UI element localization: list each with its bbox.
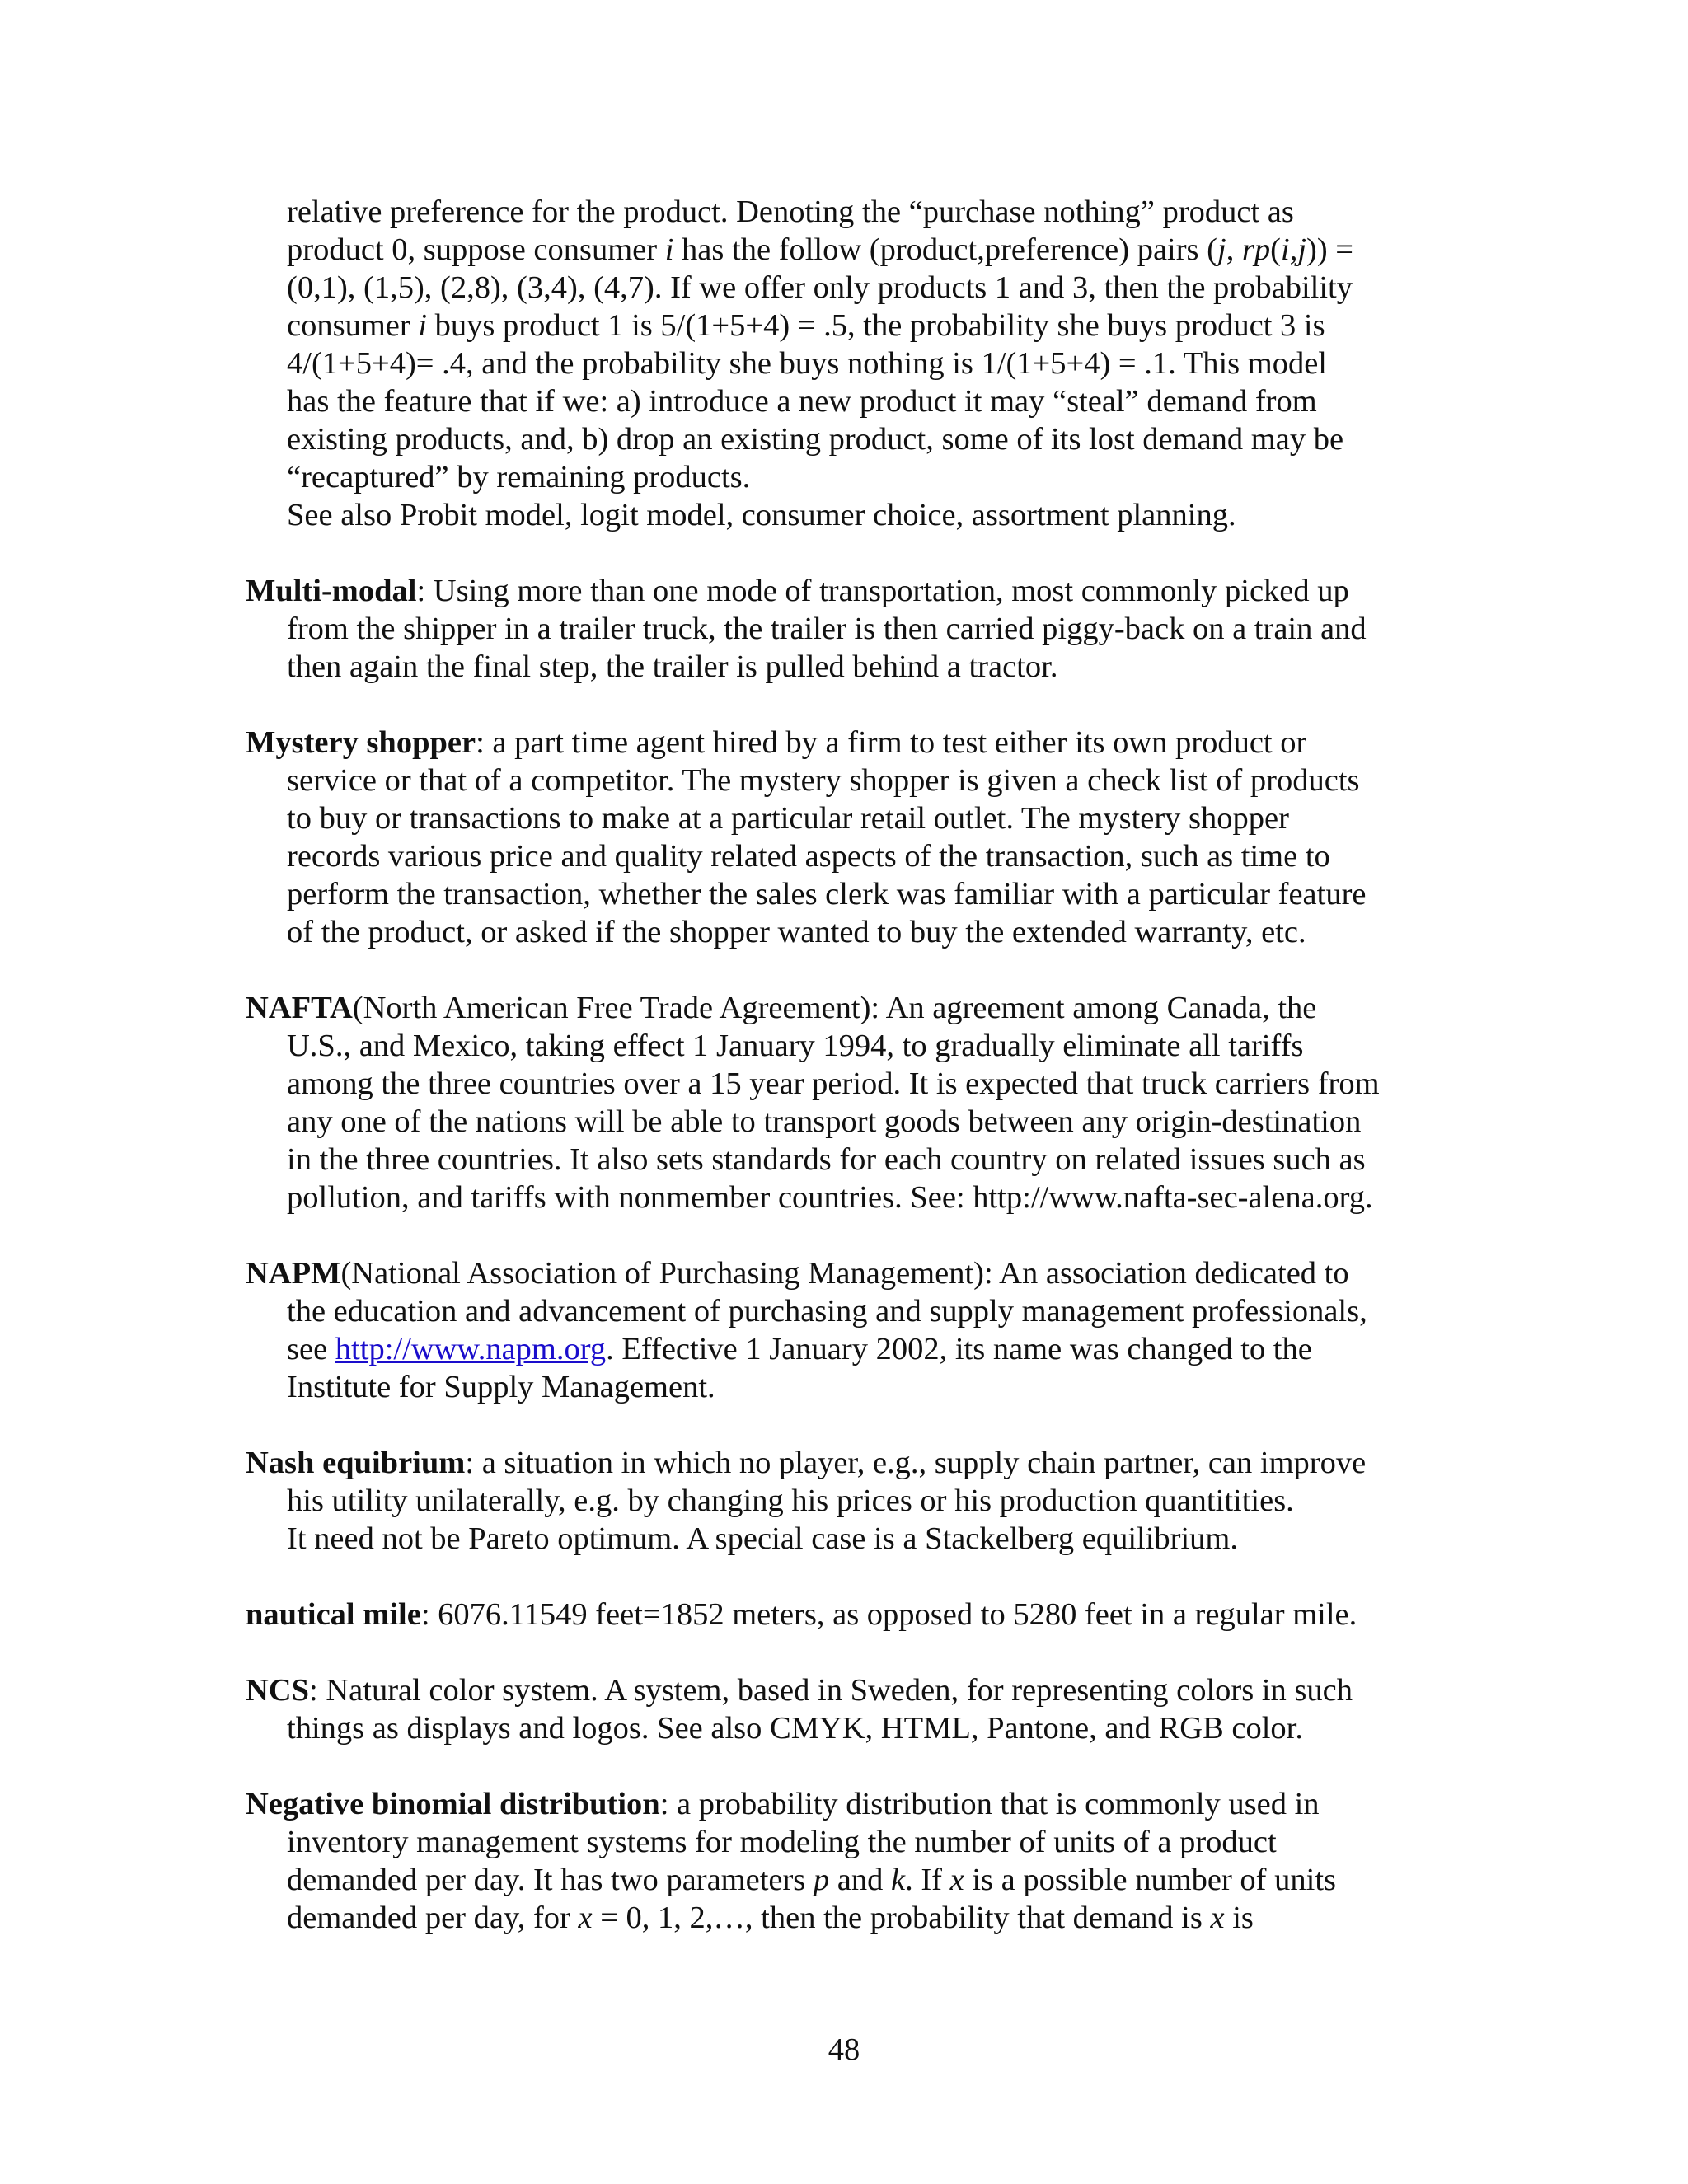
glossary-term: nautical mile <box>246 1597 421 1632</box>
entry-text: consumer <box>287 308 419 343</box>
entry-line <box>246 1065 1465 1103</box>
entry-spacer <box>246 951 1465 989</box>
entry-text: among the three countries over a 15 year period. It is expected that truck carriers from <box>287 1066 1380 1101</box>
entry-line <box>246 382 1465 420</box>
entry-line <box>246 1823 1465 1861</box>
entry-text: : a part time agent hired by a firm to test either its own product or <box>476 725 1307 760</box>
entry-text: records various price and quality related aspects of the transaction, such as time to <box>287 839 1330 874</box>
entry-text: : a situation in which no player, e.g., supply chain partner, can improve <box>465 1446 1367 1480</box>
math-variable: i,j <box>1281 232 1307 267</box>
entry-spacer <box>246 1633 1465 1671</box>
entry-line <box>246 1141 1465 1179</box>
entry-line <box>246 1899 1465 1937</box>
entry-text: in the three countries. It also sets standards for each country on related issues such as <box>287 1142 1366 1177</box>
entry-text: buys product 1 is 5/(1+5+4) = .5, the probability she buys product 3 is <box>427 308 1325 343</box>
entry-text: from the shipper in a trailer truck, the trailer is then carried piggy-back on a train and <box>287 612 1367 646</box>
entry-text: demanded per day. It has two parameters <box>287 1863 814 1897</box>
entry-text: see <box>287 1332 335 1366</box>
entry-text: (0,1), (1,5), (2,8), (3,4), (4,7). If we offer only products 1 and 3, then the probability <box>287 270 1353 305</box>
glossary-entry-ncs <box>246 1671 1465 1747</box>
glossary-entry-mystery-shopper <box>246 724 1465 951</box>
entry-text: perform the transaction, whether the sales clerk was familiar with a particular feature <box>287 877 1367 912</box>
glossary-entry-nash-equibrium <box>246 1444 1465 1558</box>
glossary-term: Multi-modal <box>246 574 417 608</box>
entry-text: : Using more than one mode of transportation, most commonly picked up <box>416 574 1349 608</box>
glossary-entry-mnl-continued <box>246 193 1465 534</box>
entry-spacer <box>246 1558 1465 1596</box>
entry-text: then again the final step, the trailer is pulled behind a tractor. <box>287 649 1058 684</box>
math-variable: rp <box>1241 232 1271 267</box>
math-variable: x <box>950 1863 964 1897</box>
glossary-entry-napm <box>246 1254 1465 1406</box>
entry-text: ( <box>1270 232 1281 267</box>
glossary-term: Mystery shopper <box>246 725 476 760</box>
page-number: 48 <box>828 2032 860 2067</box>
entry-line <box>246 1520 1465 1558</box>
entry-text: the education and advancement of purchasing and supply management professionals, <box>287 1294 1367 1329</box>
entry-line <box>246 799 1465 837</box>
entry-text: (National Association of Purchasing Management): An association dedicated to <box>340 1256 1349 1291</box>
entry-line <box>246 1179 1465 1216</box>
entry-text: “recaptured” by remaining products. <box>287 460 751 494</box>
entry-line <box>246 496 1465 534</box>
entry-text: and <box>829 1863 892 1897</box>
entry-line <box>246 1444 1465 1482</box>
entry-text: See also Probit model, logit model, consumer choice, assortment planning. <box>287 498 1236 532</box>
entry-line <box>246 762 1465 799</box>
entry-line <box>246 1292 1465 1330</box>
glossary-entry-nautical-mile <box>246 1596 1465 1633</box>
entry-line <box>246 269 1465 307</box>
glossary-term: Nash equibrium <box>246 1446 466 1480</box>
entry-text: to buy or transactions to make at a particular retail outlet. The mystery shopper <box>287 801 1289 836</box>
entry-text: has the feature that if we: a) introduce a new product it may “steal” demand from <box>287 384 1317 419</box>
math-variable: p <box>813 1863 830 1897</box>
entry-line <box>246 1027 1465 1065</box>
math-variable: i <box>664 232 674 267</box>
entry-text: : a probability distribution that is commonly used in <box>659 1787 1320 1821</box>
glossary-term: NCS <box>246 1673 310 1708</box>
entry-text: product 0, suppose consumer <box>287 232 665 267</box>
entry-text: , <box>1226 232 1242 267</box>
glossary-entry-multi-modal <box>246 572 1465 686</box>
entry-line <box>246 1330 1465 1368</box>
entry-line <box>246 458 1465 496</box>
entry-text: demanded per day, for <box>287 1900 579 1935</box>
entry-text: has the follow (product,preference) pairs ( <box>673 232 1217 267</box>
math-variable: j <box>1217 232 1226 267</box>
glossary-term: NAFTA <box>246 991 353 1025</box>
entry-text: . Effective 1 January 2002, its name was changed to the <box>606 1332 1312 1366</box>
entry-text: (North American Free Trade Agreement): An agreement among Canada, the <box>352 991 1317 1025</box>
math-variable: x <box>1210 1900 1225 1935</box>
entry-line <box>246 1254 1465 1292</box>
entry-text: his utility unilaterally, e.g. by changing his prices or his production quantitities. <box>287 1483 1294 1518</box>
entry-text: inventory management systems for modeling the number of units of a product <box>287 1825 1277 1859</box>
entry-line <box>246 1368 1465 1406</box>
entry-text: : 6076.11549 feet=1852 meters, as opposed to 5280 feet in a regular mile. <box>420 1597 1357 1632</box>
entry-line <box>246 231 1465 269</box>
entry-line <box>246 1785 1465 1823</box>
entry-line <box>246 724 1465 762</box>
math-variable: k <box>891 1863 906 1897</box>
entry-spacer <box>246 1406 1465 1444</box>
glossary-content <box>246 193 1465 1937</box>
entry-line <box>246 1596 1465 1633</box>
entry-text: is <box>1224 1900 1254 1935</box>
entry-line <box>246 875 1465 913</box>
math-variable: x <box>578 1900 593 1935</box>
entry-line <box>246 913 1465 951</box>
entry-line <box>246 610 1465 648</box>
entry-line <box>246 193 1465 231</box>
entry-text: existing products, and, b) drop an existing product, some of its lost demand may be <box>287 422 1344 457</box>
entry-spacer <box>246 1216 1465 1254</box>
entry-text: 4/(1+5+4)= .4, and the probability she buys nothing is 1/(1+5+4) = .1. This model <box>287 346 1328 381</box>
entry-line <box>246 648 1465 686</box>
entry-line <box>246 1671 1465 1709</box>
entry-text: It need not be Pareto optimum. A special case is a Stackelberg equilibrium. <box>287 1521 1239 1556</box>
entry-line <box>246 837 1465 875</box>
entry-spacer <box>246 686 1465 724</box>
napm-link[interactable]: http://www.napm.org <box>335 1332 607 1366</box>
entry-text: things as displays and logos. See also CMYK, HTML, Pantone, and RGB color. <box>287 1711 1303 1746</box>
math-variable: i <box>418 308 428 343</box>
entry-spacer <box>246 1747 1465 1785</box>
entry-text: any one of the nations will be able to transport goods between any origin-destination <box>287 1104 1362 1139</box>
entry-line <box>246 307 1465 344</box>
entry-text: is a possible number of units <box>964 1863 1337 1897</box>
entry-line <box>246 1103 1465 1141</box>
entry-line <box>246 420 1465 458</box>
entry-line <box>246 1709 1465 1747</box>
glossary-entry-negative-binomial-distribution <box>246 1785 1465 1937</box>
entry-text: relative preference for the product. Denoting the “purchase nothing” product as <box>287 194 1294 229</box>
entry-text: : Natural color system. A system, based in Sweden, for representing colors in such <box>309 1673 1353 1708</box>
entry-line <box>246 344 1465 382</box>
entry-text: Institute for Supply Management. <box>287 1370 715 1404</box>
entry-line <box>246 1861 1465 1899</box>
entry-text: service or that of a competitor. The mystery shopper is given a check list of products <box>287 763 1360 798</box>
glossary-term: Negative binomial distribution <box>246 1787 660 1821</box>
entry-line <box>246 989 1465 1027</box>
entry-text: pollution, and tariffs with nonmember countries. See: http://www.nafta-sec-alena.org. <box>287 1180 1373 1215</box>
entry-text: )) = <box>1306 232 1354 267</box>
entry-text: U.S., and Mexico, taking effect 1 January 1994, to gradually eliminate all tariffs <box>287 1029 1304 1063</box>
glossary-term: NAPM <box>246 1256 341 1291</box>
entry-text: . If <box>905 1863 950 1897</box>
entry-text: = 0, 1, 2,…, then the probability that demand is <box>592 1900 1211 1935</box>
entry-text: of the product, or asked if the shopper wanted to buy the extended warranty, etc. <box>287 915 1306 949</box>
entry-line <box>246 572 1465 610</box>
entry-line <box>246 1482 1465 1520</box>
entry-spacer <box>246 534 1465 572</box>
glossary-entry-nafta <box>246 989 1465 1216</box>
